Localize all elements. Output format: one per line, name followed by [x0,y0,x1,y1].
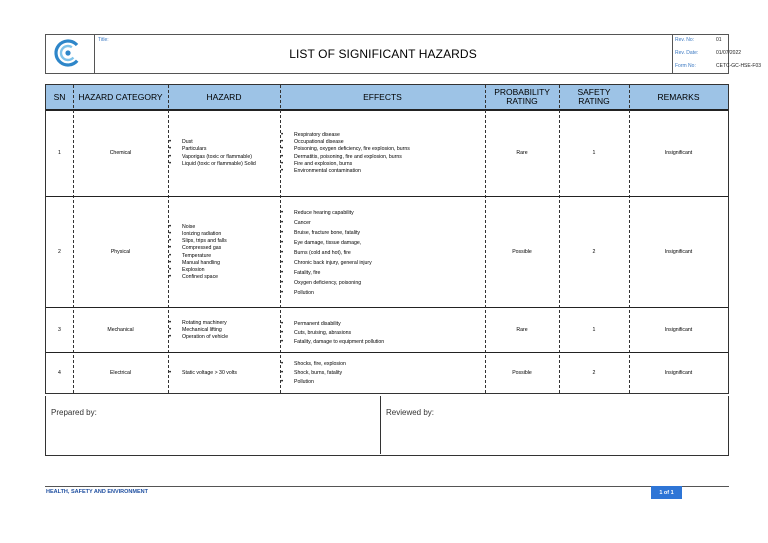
hazard-item: • Operation of vehicle [168,334,228,341]
hazard-item: • Vaporigas (toxic or flammable) [168,154,256,161]
effect-item: • Chronic back injury, general injury [280,258,372,268]
col-sn: SN [53,91,66,102]
effect-item: • Reduce hearing capability [280,208,372,218]
rev-date-label: Rev. Date: [675,50,699,56]
col-hazard-category: HAZARD CATEGORY [78,91,163,102]
hazard-item: • Static voltage > 30 volts [168,370,237,377]
effect-item: • Fire and explosion, burns [280,161,410,168]
col-probability-rating: PROBABILITY RATING [494,87,550,106]
effects-list [280,132,410,175]
row-effects [280,309,485,352]
row-category: Chemical [109,149,132,156]
effect-item: • Dermatitis, poisoning, fire and explosion, burns [280,154,410,161]
hazard-item: • Explosion [168,267,227,274]
hazard-item: • Rotating machinery [168,320,228,327]
hazard-list [168,139,256,168]
effect-item: • Bruise, fracture bone, fatality [280,228,372,238]
rev-no-label: Rev. No: [675,37,695,43]
hazard-item: • Compressed gas [168,245,227,252]
row-sn: 2 [58,248,61,255]
row-effects [280,354,485,393]
row-probability: Rare [516,326,528,333]
effect-item: • Shock, burns, fatality [280,369,346,378]
rev-date-row [675,50,741,56]
hazard-item: • Mechanical lifting [168,327,228,334]
title-label: Title: [98,37,109,43]
row-hazards [168,198,280,307]
revision-info [672,35,762,73]
logo-icon [46,35,94,73]
hazard-table [45,84,729,394]
row-effects [280,198,485,307]
effect-item: • Environmental contamination [280,168,410,175]
hazard-list [168,224,227,282]
effect-item: • Fatality, damage to equipment pollution [280,338,384,347]
form-no-label: Form No: [675,63,696,69]
form-no-value: CETC-GC-HSE-F03 [716,63,762,69]
effect-item: • Occupational disease [280,139,410,146]
effects-list [280,360,346,387]
signoff-divider [380,396,381,454]
col-safety-rating: SAFETY RATING [577,87,611,106]
effect-item: • Oxygen deficiency, poisoning [280,278,372,288]
effect-item: • Pollution [280,288,372,298]
row-safety: 2 [592,369,596,376]
hazard-item: • Dust [168,139,256,146]
form-no-row [675,63,761,69]
row-remarks: Insignificant [664,149,693,156]
row-probability: Possible [512,369,532,376]
row-divider [46,196,728,197]
page-title: LIST OF SIGNIFICANT HAZARDS [289,47,477,61]
table-header [46,85,728,111]
row-hazards [168,309,280,352]
row-divider [46,307,728,308]
row-sn: 1 [58,149,61,156]
effect-item: • Burns (cold and hot), fire [280,248,372,258]
hazard-item: • Slips, trips and falls [168,238,227,245]
row-safety: 1 [592,326,596,333]
row-sn: 3 [58,326,61,333]
effects-list [280,208,372,298]
effect-item: • Fatality, fire [280,268,372,278]
row-safety: 1 [592,149,596,156]
prepared-by-label: Prepared by: [51,408,97,417]
row-divider [46,352,728,353]
row-effects [280,111,485,196]
footer-department: HEALTH, SAFETY AND ENVIRONMENT [46,489,148,495]
effect-item: • Shocks, fire, explosion [280,360,346,369]
effect-item: • Cancer [280,218,372,228]
effect-item: • Pollution [280,378,346,387]
effects-list [280,314,384,347]
hazard-item: • Noise [168,224,227,231]
hazard-item: • Confined space [168,274,227,281]
rev-no-row [675,37,722,43]
row-remarks: Insignificant [664,369,693,376]
effect-item: • Permanent disability [280,320,384,329]
col-hazard: HAZARD [206,91,242,102]
document-header [45,34,762,74]
effect-item: • Eye damage, tissue damage, [280,238,372,248]
effect-item: • Cuts, bruising, abrasions [280,329,384,338]
hazard-item: • Temperature [168,253,227,260]
reviewed-by-label: Reviewed by: [386,408,435,417]
col-effects: EFFECTS [363,91,402,102]
rev-date-value: 01/07/2022 [716,50,742,56]
effect-item: • Respiratory disease [280,132,410,139]
footer-rule [45,486,729,487]
title-cell [94,35,673,73]
row-remarks: Insignificant [664,248,693,255]
signoff-section [45,396,729,456]
row-hazards [168,354,280,393]
page-number-badge: 1 of 1 [651,486,682,499]
rev-no-value: 01 [716,37,722,43]
hazard-item: • Ionizing radiation [168,231,227,238]
row-remarks: Insignificant [664,326,693,333]
row-probability: Possible [512,248,532,255]
hazard-item: • Liquid (toxic or flammable) Solid [168,161,256,168]
col-remarks: REMARKS [657,91,700,102]
row-category: Physical [110,248,131,255]
row-probability: Rare [516,149,528,156]
hazard-list [168,320,228,342]
hazard-list [168,370,237,377]
company-logo [46,35,95,73]
row-safety: 2 [592,248,596,255]
row-category: Mechanical [107,326,134,333]
hazard-item: • Manual handling [168,260,227,267]
row-hazards [168,111,280,196]
hazard-item: • Particulars [168,146,256,153]
row-sn: 4 [58,369,61,376]
effect-item: • Poisoning, oxygen deficiency, fire explosion, burns [280,146,410,153]
row-category: Electrical [109,369,132,376]
